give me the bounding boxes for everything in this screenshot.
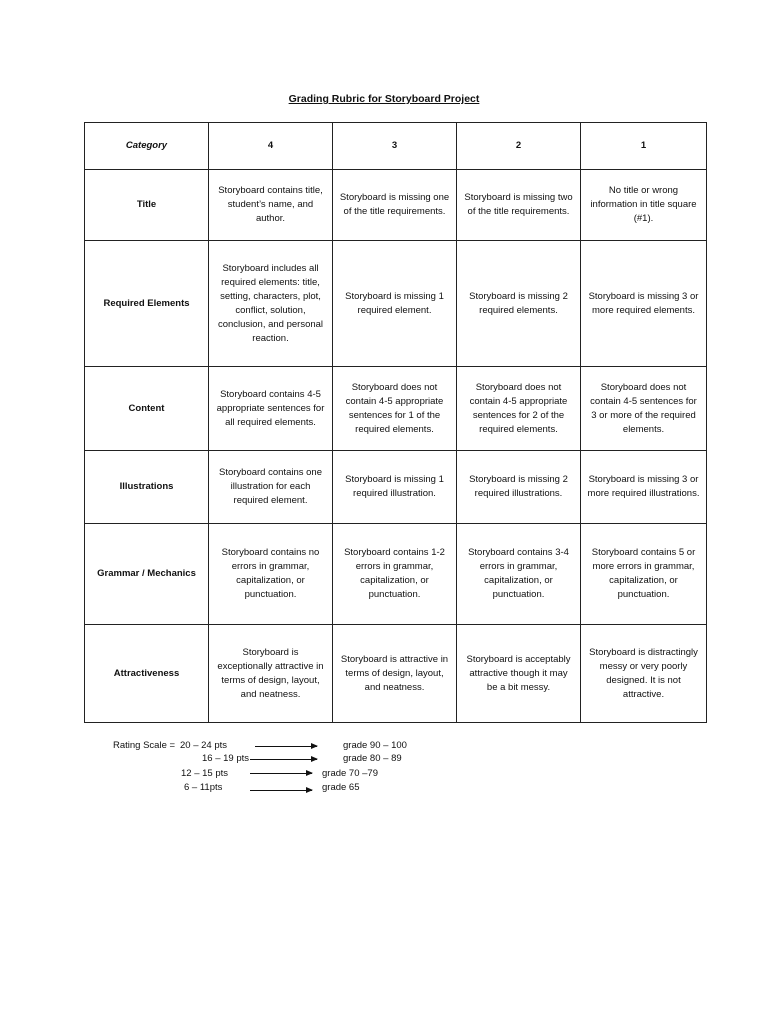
table-cell: Storyboard includes all required elements: title, setting, characters, plot, conflict, solution, conclusion, and personal reaction.: [209, 241, 333, 367]
header-score-4: 4: [209, 123, 333, 170]
rating-points: 16 – 19 pts: [202, 753, 250, 764]
table-cell: Storyboard is distractingly messy or very poorly designed. It is not attractive.: [581, 625, 707, 723]
rating-grade: grade 70 –79: [322, 768, 378, 779]
table-cell: Storyboard does not contain 4-5 sentences for 3 or more of the required elements.: [581, 367, 707, 451]
rubric-row-illustrations: [85, 451, 707, 524]
rating-grade: grade 90 – 100: [343, 740, 407, 751]
table-cell: Storyboard is attractive in terms of design, layout, and neatness.: [333, 625, 457, 723]
arrow-icon: [250, 773, 312, 774]
table-cell: Storyboard is missing 1 required element.: [333, 241, 457, 367]
header-score-2: 2: [457, 123, 581, 170]
table-cell: Storyboard is missing 1 required illustration.: [333, 451, 457, 524]
rubric-row-required-elements: [85, 241, 707, 367]
rating-grade: grade 80 – 89: [343, 753, 402, 764]
category-title: Title: [85, 170, 209, 241]
header-score-1: 1: [581, 123, 707, 170]
table-cell: Storyboard is missing 2 required elements.: [457, 241, 581, 367]
arrow-icon: [250, 790, 312, 791]
category-attractiveness: Attractiveness: [85, 625, 209, 723]
table-cell: Storyboard contains title, student’s name, and author.: [209, 170, 333, 241]
header-row: [85, 123, 707, 170]
table-cell: Storyboard is missing two of the title requirements.: [457, 170, 581, 241]
table-cell: Storyboard is missing one of the title requirements.: [333, 170, 457, 241]
rating-scale-label: Rating Scale =: [113, 740, 176, 751]
table-cell: Storyboard is missing 3 or more required illustrations.: [581, 451, 707, 524]
table-cell: Storyboard is exceptionally attractive in terms of design, layout, and neatness.: [209, 625, 333, 723]
table-cell: Storyboard contains 3-4 errors in grammar, capitalization, or punctuation.: [457, 524, 581, 625]
table-cell: Storyboard does not contain 4-5 appropriate sentences for 2 of the required elements.: [457, 367, 581, 451]
rubric-table: [84, 122, 707, 723]
rubric-row-content: [85, 367, 707, 451]
table-cell: Storyboard contains 1-2 errors in grammar, capitalization, or punctuation.: [333, 524, 457, 625]
arrow-icon: [255, 746, 317, 747]
rating-points: 20 – 24 pts: [180, 740, 228, 751]
rubric-row-title: [85, 170, 707, 241]
header-category: Category: [85, 123, 209, 170]
rating-points: 12 – 15 pts: [181, 768, 229, 779]
table-cell: Storyboard does not contain 4-5 appropriate sentences for 1 of the required elements.: [333, 367, 457, 451]
category-illustrations: Illustrations: [85, 451, 209, 524]
table-cell: Storyboard contains one illustration for each required element.: [209, 451, 333, 524]
table-cell: Storyboard contains 4-5 appropriate sentences for all required elements.: [209, 367, 333, 451]
table-cell: No title or wrong information in title square (#1).: [581, 170, 707, 241]
table-cell: Storyboard is acceptably attractive though it may be a bit messy.: [457, 625, 581, 723]
category-required-elements: Required Elements: [85, 241, 209, 367]
category-grammar-mechanics: Grammar / Mechanics: [85, 524, 209, 625]
rubric-row-attractiveness: [85, 625, 707, 723]
header-score-3: 3: [333, 123, 457, 170]
rubric-row-grammar-mechanics: [85, 524, 707, 625]
table-cell: Storyboard contains 5 or more errors in grammar, capitalization, or punctuation.: [581, 524, 707, 625]
category-content: Content: [85, 367, 209, 451]
table-cell: Storyboard is missing 2 required illustrations.: [457, 451, 581, 524]
document-title: Grading Rubric for Storyboard Project: [288, 93, 480, 105]
table-cell: Storyboard is missing 3 or more required elements.: [581, 241, 707, 367]
rating-points: 6 – 11pts: [184, 782, 223, 793]
arrow-icon: [250, 759, 317, 760]
rating-grade: grade 65: [322, 782, 360, 793]
table-cell: Storyboard contains no errors in grammar, capitalization, or punctuation.: [209, 524, 333, 625]
